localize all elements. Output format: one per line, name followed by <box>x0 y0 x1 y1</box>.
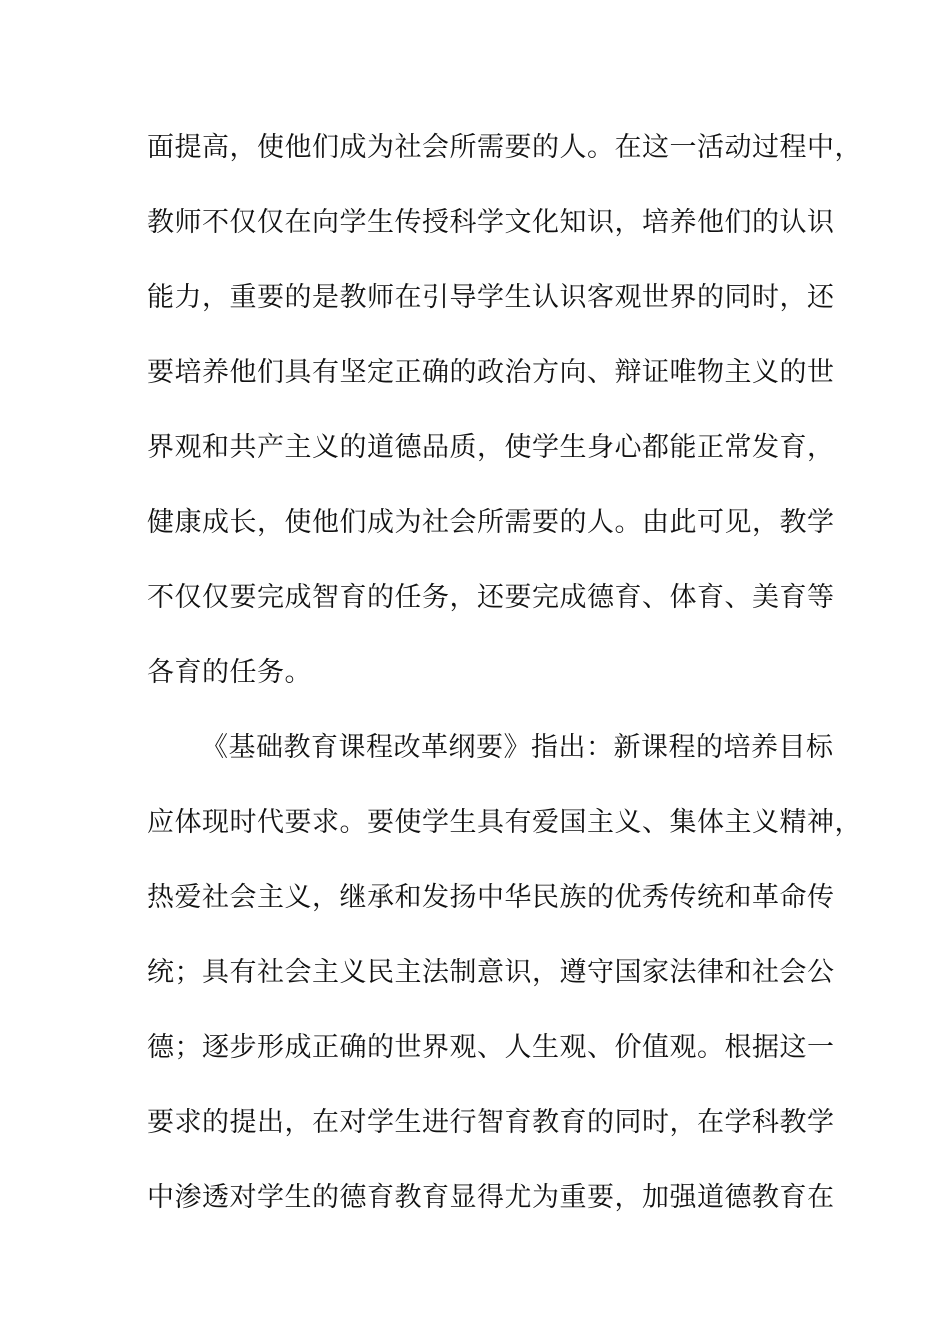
text-line: 要求的提出，在对学生进行智育教育的同时，在学科教学 <box>147 1107 835 1138</box>
text-line: 各育的任务。 <box>147 657 312 688</box>
text-line: 德；逐步形成正确的世界观、人生观、价值观。根据这一 <box>147 1032 835 1063</box>
text-line: 应体现时代要求。要使学生具有爱国主义、集体主义精神， <box>147 807 862 838</box>
text-line: 中渗透对学生的德育教育显得尤为重要，加强道德教育在 <box>147 1182 835 1213</box>
text-line: 统；具有社会主义民主法制意识，遵守国家法律和社会公 <box>147 957 835 988</box>
text-line: 面提高，使他们成为社会所需要的人。在这一活动过程中， <box>147 132 862 163</box>
text-line: 健康成长，使他们成为社会所需要的人。由此可见，教学 <box>147 507 835 538</box>
paragraph-first-line: 《基础教育课程改革纲要》指出：新课程的培养目标 <box>201 732 834 763</box>
text-line: 能力，重要的是教师在引导学生认识客观世界的同时，还 <box>147 282 835 313</box>
text-line: 教师不仅仅在向学生传授科学文化知识，培养他们的认识 <box>147 207 835 238</box>
text-line: 界观和共产主义的道德品质，使学生身心都能正常发育， <box>147 432 835 463</box>
text-line: 要培养他们具有坚定正确的政治方向、辩证唯物主义的世 <box>147 357 835 388</box>
text-line: 热爱社会主义，继承和发扬中华民族的优秀传统和革命传 <box>147 882 835 913</box>
text-line: 不仅仅要完成智育的任务，还要完成德育、体育、美育等 <box>147 582 835 613</box>
